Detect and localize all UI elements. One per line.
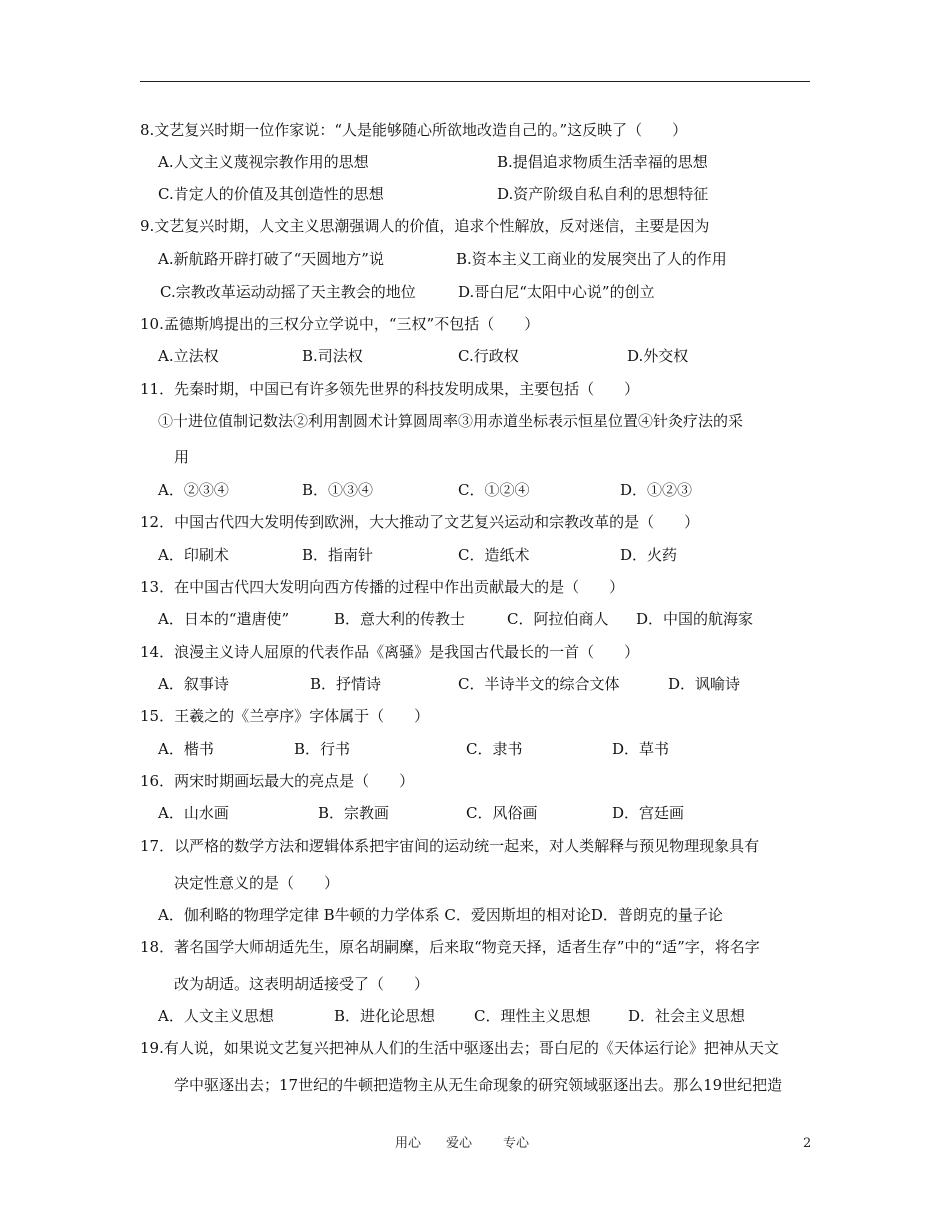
question-18-stem: 18．著名国学大师胡适先生，原名胡嗣穈，后来取“物竞天择，适者生存”中的“适”字，将名字 (140, 938, 760, 956)
page-number: 2 (803, 1136, 812, 1151)
question-14-option-d: D．讽喻诗 (668, 675, 741, 693)
question-9-option-d: D.哥白尼“太阳中心说”的创立 (458, 283, 655, 301)
footer-left-text: 用心 (395, 1136, 422, 1151)
question-12-stem: 12．中国古代四大发明传到欧洲，大大推动了文艺复兴运动和宗教改革的是（ ） (140, 513, 700, 531)
question-16-option-b: B．宗教画 (318, 804, 390, 822)
question-18-option-c: C．理性主义思想 (474, 1007, 591, 1025)
footer-middle-text: 爱心 (446, 1136, 473, 1151)
question-16-option-a: A．山水画 (158, 804, 229, 822)
question-11-stem-line2: ①十进位值制记数法②利用割圆术计算圆周率③用赤道坐标表示恒星位置④针灸疗法的采 (158, 412, 744, 430)
question-10-option-b: B.司法权 (302, 347, 363, 365)
question-10-option-a: A.立法权 (158, 347, 219, 365)
question-14-stem: 14．浪漫主义诗人屈原的代表作品《离骚》是我国古代最长的一首（ ） (140, 643, 640, 661)
question-16-option-d: D．宫廷画 (612, 804, 685, 822)
question-12-option-b: B．指南针 (302, 546, 374, 564)
question-18-option-a: A．人文主义思想 (158, 1007, 274, 1025)
question-9-option-c: C.宗教改革运动动摇了天主教会的地位 (160, 283, 416, 301)
question-8-option-d: D.资产阶级自私自利的思想特征 (497, 185, 709, 203)
question-10-option-c: C.行政权 (458, 347, 519, 365)
question-15-option-b: B．行书 (294, 740, 351, 758)
question-12-option-d: D．火药 (620, 546, 678, 564)
question-10-stem: 10.孟德斯鸠提出的三权分立学说中，“三权”不包括（ ） (140, 315, 540, 333)
question-11-option-a: A．②③④ (158, 481, 229, 499)
question-14-option-a: A．叙事诗 (158, 675, 229, 693)
question-17-options: A．伽利略的物理学定律 B牛顿的力学体系 C．爱因斯坦的相对论D．普朗克的量子论 (158, 906, 723, 924)
question-16-stem: 16．两宋时期画坛最大的亮点是（ ） (140, 772, 415, 790)
question-11-option-b: B．①③④ (302, 481, 374, 499)
question-17-stem-line2: 决定性意义的是（ ） (174, 874, 340, 892)
question-11-option-d: D．①②③ (620, 481, 693, 499)
question-19-stem-line2: 学中驱逐出去；17世纪的牛顿把造物主从无生命现象的研究领域驱逐出去。那么19世纪把造 (174, 1076, 783, 1094)
question-11-option-c: C．①②④ (458, 481, 530, 499)
question-15-option-c: C．隶书 (466, 740, 523, 758)
question-8-stem: 8.文艺复兴时期一位作家说：“人是能够随心所欲地改造自己的。”这反映了（ ） (140, 121, 688, 139)
question-13-option-c: C．阿拉伯商人 (507, 610, 609, 628)
question-17-stem: 17．以严格的数学方法和逻辑体系把宇宙间的运动统一起来，对人类解释与预见物理现象具有 (140, 837, 760, 855)
question-13-option-b: B．意大利的传教士 (334, 610, 466, 628)
header-rule (140, 81, 810, 82)
question-8-option-a: A.人文主义蔑视宗教作用的思想 (158, 153, 369, 171)
question-11-stem: 11．先秦时期，中国已有许多领先世界的科技发明成果，主要包括（ ） (140, 380, 640, 398)
question-14-option-c: C．半诗半文的综合文体 (458, 675, 620, 693)
question-10-option-d: D.外交权 (627, 347, 689, 365)
question-14-option-b: B．抒情诗 (310, 675, 382, 693)
question-8-option-c: C.肯定人的价值及其创造性的思想 (158, 185, 384, 203)
question-18-stem-line2: 改为胡适。这表明胡适接受了（ ） (174, 975, 430, 993)
question-13-stem: 13．在中国古代四大发明向西方传播的过程中作出贡献最大的是（ ） (140, 578, 625, 596)
question-15-option-d: D．草书 (612, 740, 670, 758)
question-18-option-d: D．社会主义思想 (628, 1007, 746, 1025)
question-16-option-c: C．风俗画 (466, 804, 538, 822)
question-11-stem-line3: 用 (174, 448, 190, 466)
question-9-option-b: B.资本主义工商业的发展突出了人的作用 (456, 250, 727, 268)
question-9-stem: 9.文艺复兴时期，人文主义思潮强调人的价值，追求个性解放，反对迷信，主要是因为 (140, 217, 710, 235)
question-19-stem: 19.有人说，如果说文艺复兴把神从人们的生活中驱逐出去；哥白尼的《天体运行论》把神从天文 (140, 1039, 779, 1057)
question-13-option-d: D．中国的航海家 (636, 610, 754, 628)
question-9-option-a: A.新航路开辟打破了“天圆地方”说 (158, 250, 384, 268)
question-12-option-a: A．印刷术 (158, 546, 229, 564)
question-12-option-c: C．造纸术 (458, 546, 530, 564)
footer-right-text: 专心 (503, 1136, 530, 1151)
question-18-option-b: B．进化论思想 (334, 1007, 436, 1025)
question-13-option-a: A．日本的“遣唐使” (158, 610, 290, 628)
question-15-stem: 15．王羲之的《兰亭序》字体属于（ ） (140, 707, 430, 725)
question-8-option-b: B.提倡追求物质生活幸福的思想 (497, 153, 708, 171)
question-15-option-a: A．楷书 (158, 740, 214, 758)
